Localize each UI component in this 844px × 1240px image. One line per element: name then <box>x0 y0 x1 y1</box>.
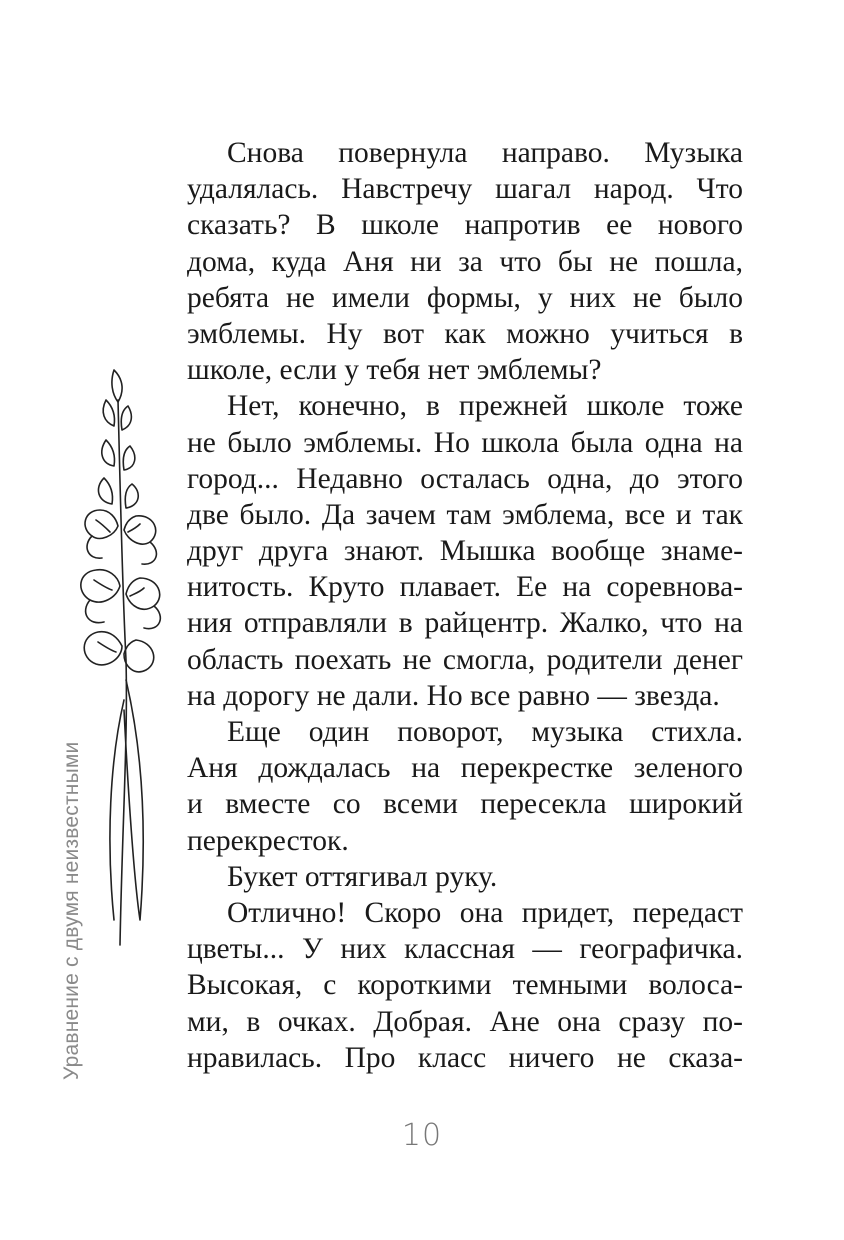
text-line: на дорогу не дали. Но все равно — звезда. <box>187 679 720 712</box>
text-line: дома, куда Аня ни за что бы не пошла, <box>187 245 743 278</box>
text-line: Аня дождалась на перекрестке зеленого <box>187 752 743 785</box>
text-line: Отлично! Скоро она придет, передаст <box>227 896 743 929</box>
text-line: ми, в очках. Добрая. Ане она сразу по- <box>187 1005 743 1038</box>
text-line: и вместе со всеми пересекла широкий <box>187 788 743 821</box>
text-line: не было эмблемы. Но школа была одна на <box>187 426 743 459</box>
gladiolus-illustration <box>70 360 180 950</box>
text-line: цветы... У них классная — географичка. <box>187 933 743 966</box>
text-line: нитость. Круто плавает. Ее на соревнова- <box>187 571 743 604</box>
text-line: эмблемы. Ну вот как можно учиться в <box>187 317 743 350</box>
text-line: область поехать не смогла, родители денег <box>187 643 743 676</box>
running-title: Уравнение с двумя неизвестными <box>60 741 83 1080</box>
text-line: две было. Да зачем там эмблема, все и так <box>187 498 743 531</box>
body-text <box>187 135 743 1076</box>
text-line: ребята не имели формы, у них не было <box>187 281 743 314</box>
text-line: нравилась. Про класс ничего не сказа- <box>187 1041 743 1074</box>
text-line: перекресток. <box>187 824 349 857</box>
text-line: ния отправляли в райцентр. Жалко, что на <box>187 607 743 640</box>
text-line: город... Недавно осталась одна, до этого <box>187 462 743 495</box>
text-line: Еще один поворот, музыка стихла. <box>227 716 743 748</box>
text-line: Снова повернула направо. Музыка <box>227 137 743 169</box>
text-line: друг друга знают. Мышка вообще знаме- <box>187 535 743 568</box>
text-line: удалялась. Навстречу шагал народ. Что <box>187 173 743 206</box>
text-line: школе, если у тебя нет эмблемы? <box>187 354 602 387</box>
text-line: сказать? В школе напротив ее нового <box>187 209 743 242</box>
text-line: Высокая, с короткими темными волоса- <box>187 969 743 1002</box>
text-line: Букет оттягивал руку. <box>227 860 498 893</box>
page-number: 10 <box>401 1118 443 1153</box>
text-line: Нет, конечно, в прежней школе тоже <box>227 390 743 423</box>
